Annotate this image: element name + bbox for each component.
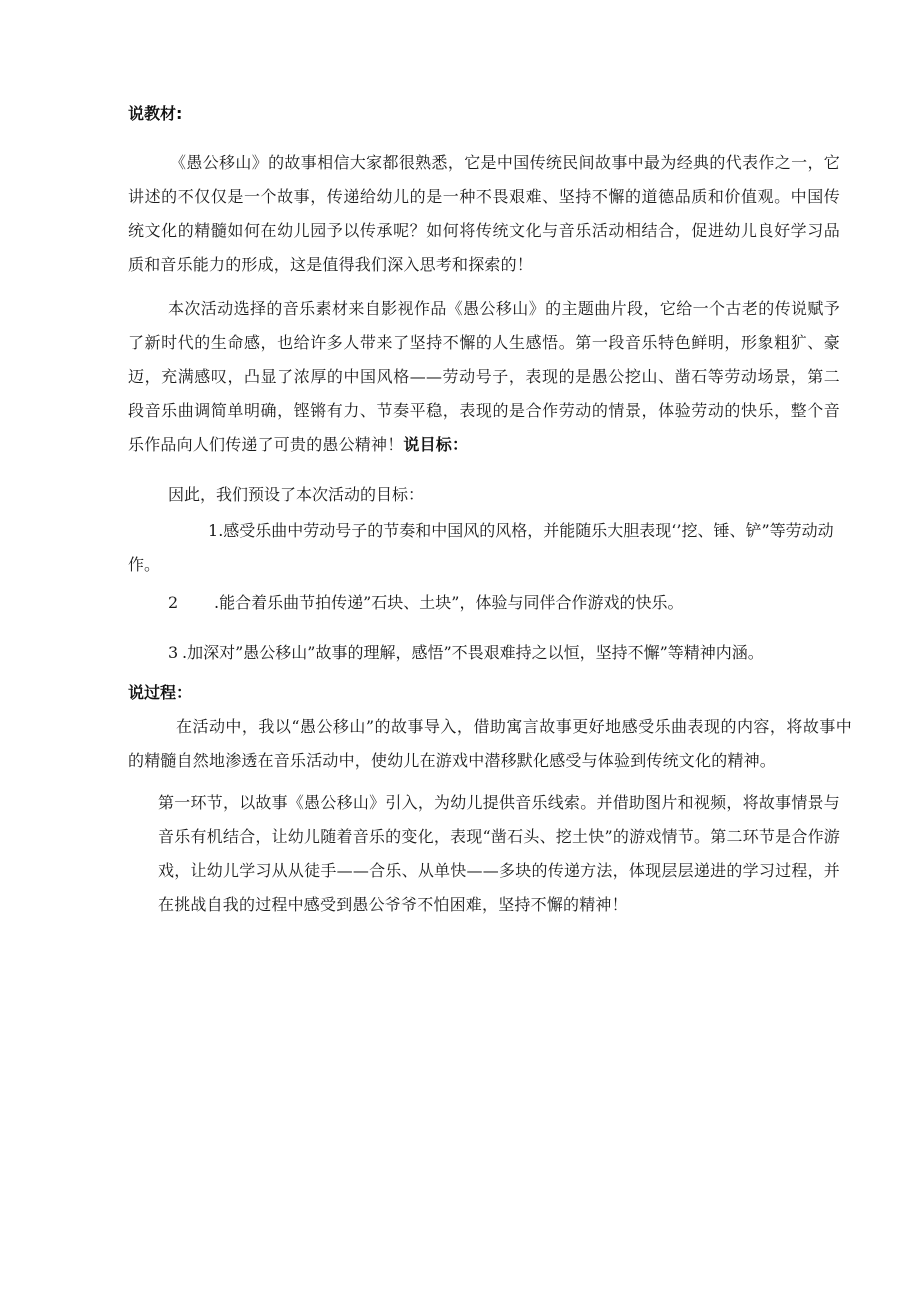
goal-item-3 — [168, 638, 858, 668]
section-heading-goals: 说目标： — [403, 435, 469, 454]
section-heading-material: 说教材: — [128, 104, 183, 123]
goal-item-3-number: 3 — [168, 643, 179, 662]
goal-item-3-text: .加深对”愚公移山”故事的理解，感悟”不畏艰难持之以恒，坚持不懈”等精神内涵。 — [182, 643, 764, 662]
goal-item-1-number: 1 — [208, 521, 219, 540]
material-paragraph-1: 《愚公移山》的故事相信大家都很熟悉，它是中国传统民间故事中最为经典的代表作之一，它讲述的不仅仅是一个故事，传递给幼儿的是一种不畏艰难、坚持不懈的道德品质和价值观。中国传统文化的精髓如何在幼儿园予以传承呢？如何将传统文化与音乐活动相结合，促进幼儿良好学习品质和音乐能力的形成，这是值得我们深入思考和探索的！ — [128, 153, 840, 274]
goal-item-1-text: .感受乐曲中劳动号子的节奏和中国风的风格，并能随乐大胆表现‘’挖、锤、铲”等劳动动作。 — [128, 521, 834, 574]
goal-item-2 — [168, 588, 840, 618]
material-paragraph-2 — [128, 292, 840, 462]
section-heading-process: 说过程： — [128, 683, 193, 702]
goal-item-2-text: .能合着乐曲节拍传递”石块、土块”，体验与同伴合作游戏的快乐。 — [214, 593, 684, 612]
material-paragraph-2-text: 本次活动选择的音乐素材来自影视作品《愚公移山》的主题曲片段，它给一个古老的传说赋予了新时代的生命感，也给许多人带来了坚持不懈的人生感悟。第一段音乐特色鲜明，形象粗犷、豪迈，充满感叹，凸显了浓厚的中国风格——劳动号子，表现的是愚公挖山、凿石等劳动场景，第二段音乐曲调简单明确，铿锵有力、节奏平稳，表现的是合作劳动的情景，体验劳动的快乐，整个音乐作品向人们传递了可贵的愚公精神！ — [128, 299, 840, 454]
process-paragraph-1: 在活动中，我以“愚公移山”的故事导入，借助寓言故事更好地感受乐曲表现的内容，将故事中的精髓自然地渗透在音乐活动中，使幼儿在游戏中潜移默化感受与体验到传统文化的精神。 — [128, 717, 852, 770]
goal-item-2-number: 2 — [168, 593, 179, 612]
process-paragraph-2: 第一环节，以故事《愚公移山》引入，为幼儿提供音乐线索。并借助图片和视频，将故事情景与音乐有机结合，让幼儿随着音乐的变化，表现“凿石头、挖土快”的游戏情节。第二环节是合作游戏，让幼儿学习从从徒手——合乐、从单快——多块的传递方法，体现层层递进的学习过程，并在挑战自我的过程中感受到愚公爷爷不怕困难，坚持不懈的精神！ — [158, 793, 840, 914]
goal-item-1 — [128, 514, 840, 582]
goals-intro: 因此，我们预设了本次活动的目标： — [168, 485, 425, 504]
